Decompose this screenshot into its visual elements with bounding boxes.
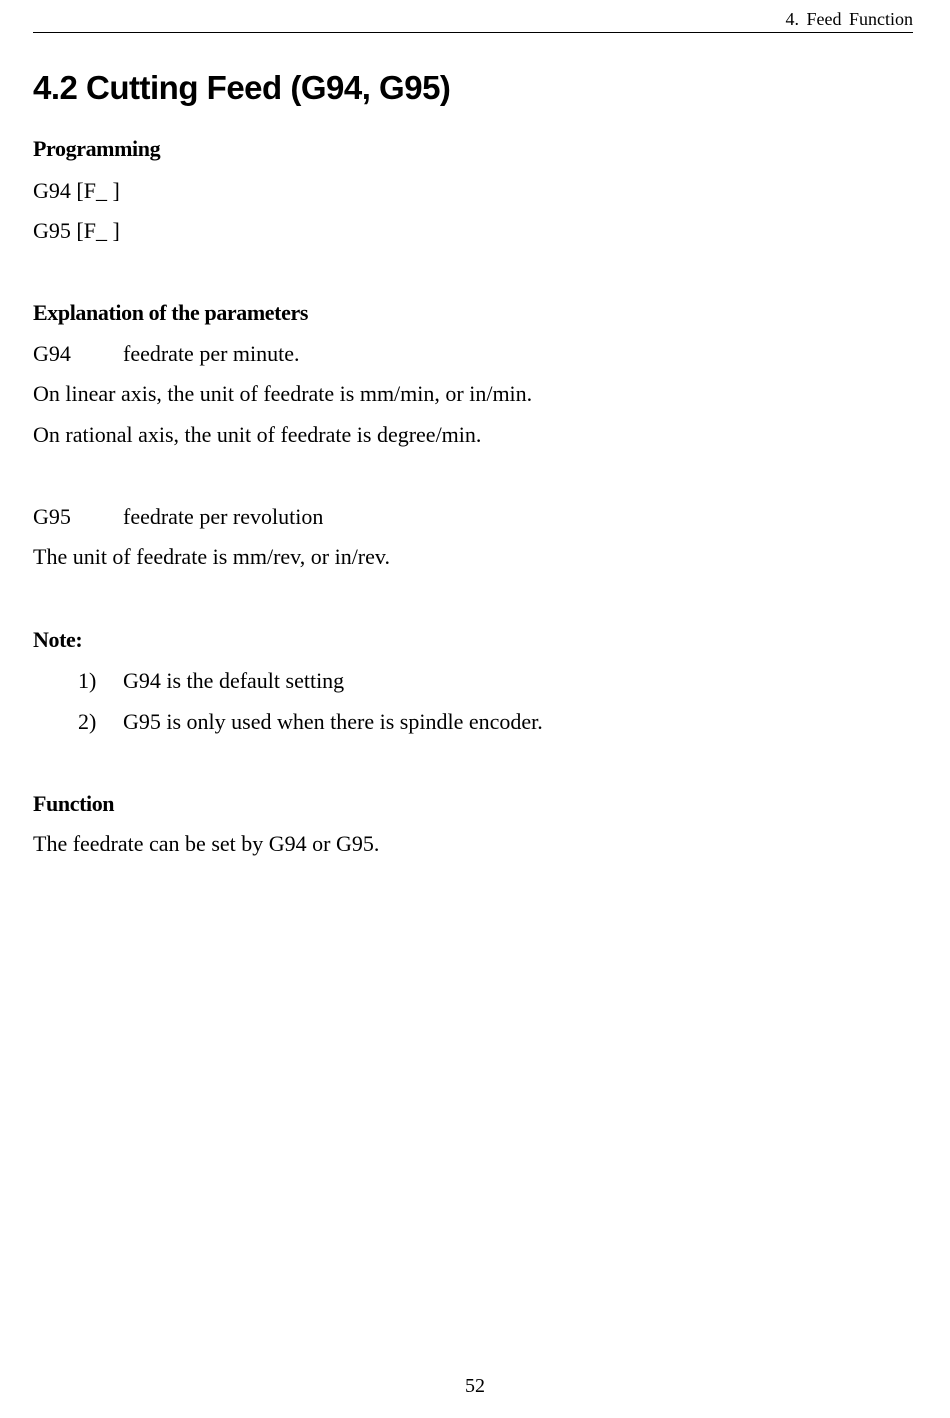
note-item-2	[78, 707, 543, 737]
note-item-1	[78, 666, 344, 696]
parameters-heading: Explanation of the parameters	[33, 300, 308, 325]
section-title: 4.2 Cutting Feed (G94, G95)	[33, 69, 451, 106]
param-g94-desc: feedrate per minute.	[123, 341, 300, 366]
note-item-1-text: G94 is the default setting	[123, 668, 345, 693]
param-g95-note-unit: The unit of feedrate is mm/rev, or in/rev.	[33, 544, 390, 569]
programming-syntax-g94: G94 [F_ ]	[33, 178, 120, 203]
param-g94-row	[33, 339, 300, 369]
programming-heading: Programming	[33, 136, 161, 161]
note-item-2-text: G95 is only used when there is spindle encoder.	[123, 709, 543, 734]
param-g95-desc: feedrate per revolution	[123, 504, 324, 529]
param-g95-code: G95	[33, 504, 71, 529]
running-header-title: 4. Feed Function	[785, 9, 913, 29]
note-heading: Note:	[33, 627, 83, 652]
param-g95-row	[33, 502, 323, 532]
page-number: 52	[465, 1375, 485, 1397]
note-item-2-number: 2)	[78, 709, 97, 734]
note-item-1-number: 1)	[78, 668, 97, 693]
function-heading: Function	[33, 791, 115, 816]
param-g94-note-rotational: On rational axis, the unit of feedrate is degree/min.	[33, 422, 482, 447]
function-text: The feedrate can be set by G94 or G95.	[33, 831, 380, 856]
param-g94-note-linear: On linear axis, the unit of feedrate is mm/min, or in/min.	[33, 381, 533, 406]
param-g94-code: G94	[33, 341, 71, 366]
programming-syntax-g95: G95 [F_ ]	[33, 218, 120, 243]
running-header	[33, 6, 913, 33]
